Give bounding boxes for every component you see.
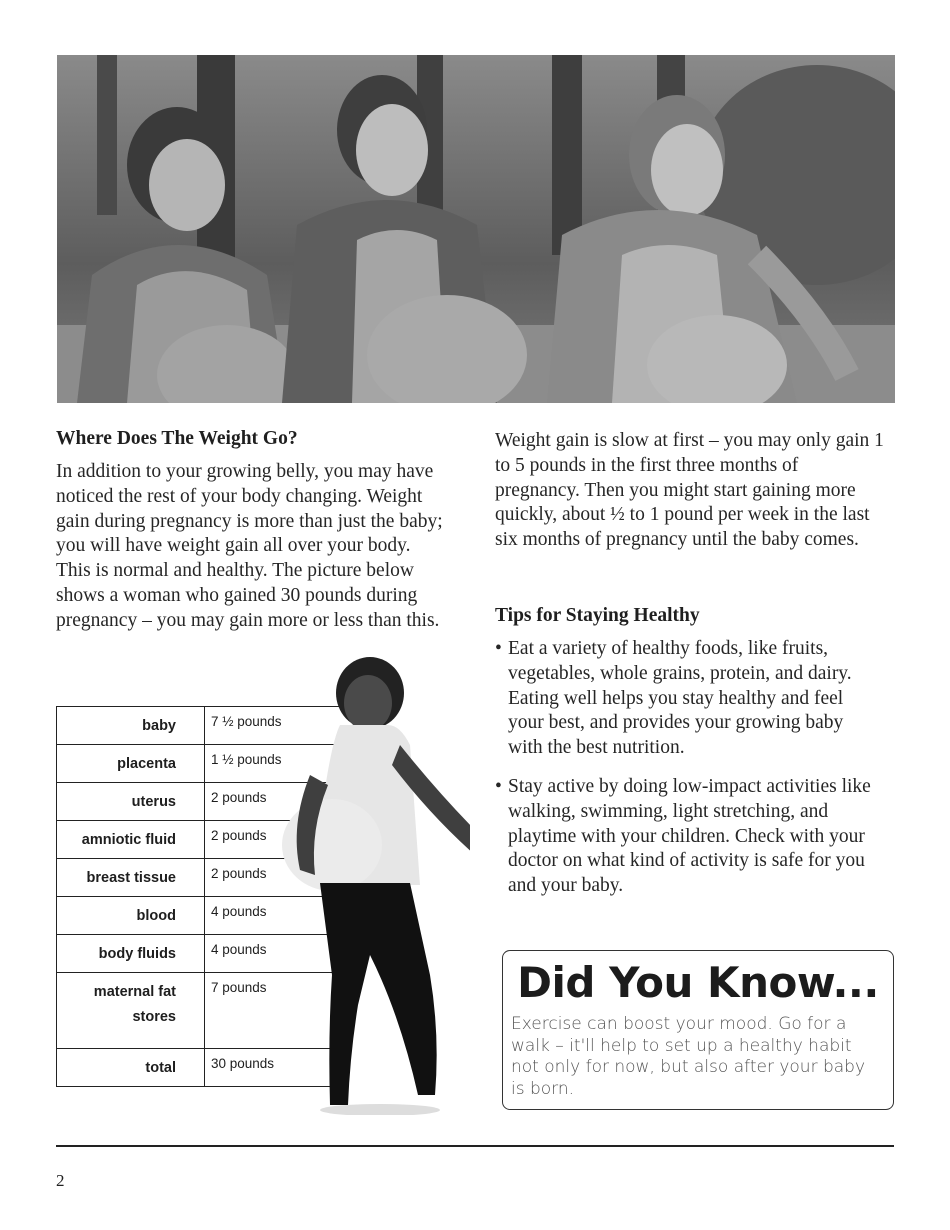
row-value: 2 pounds [205, 821, 347, 859]
row-value: 1 ½ pounds [205, 745, 347, 783]
row-label: breast tissue [57, 859, 205, 897]
row-value: 2 pounds [205, 859, 347, 897]
row-label: placenta [57, 745, 205, 783]
row-label: total [57, 1049, 205, 1087]
footer-divider [56, 1145, 894, 1147]
tip-item [495, 637, 875, 761]
tip-item [495, 775, 875, 899]
section-title-tips: Tips for Staying Healthy [495, 605, 700, 626]
row-label: uterus [57, 783, 205, 821]
weight-paragraph: In addition to your growing belly, you may have noticed the rest of your body changing. Weight gain during pregnancy is more than just the baby; you will have weight gain all over your body. This is normal and healthy. The picture below shows a woman who gained 30 pounds during pregnancy – you may gain more or less than this. [56, 461, 443, 631]
callout-title: Did You Know... [517, 958, 879, 1007]
row-label: amniotic fluid [57, 821, 205, 859]
did-you-know-callout [502, 950, 894, 1110]
section-title-weight: Where Does The Weight Go? [56, 428, 298, 449]
row-value: 7 ½ pounds [205, 707, 347, 745]
weight-gain-paragraph: Weight gain is slow at first – you may only gain 1 to 5 pounds in the first three months of pregnancy. Then you might start gaining more quickly, about ½ to 1 pound per week in the last six months of pregnancy until the baby comes. [495, 430, 884, 551]
row-value: 4 pounds [205, 897, 347, 935]
row-value: 30 pounds [205, 1049, 347, 1087]
row-value: 2 pounds [205, 783, 347, 821]
row-label: baby [57, 707, 205, 745]
callout-body: Exercise can boost your mood. Go for a walk – it'll help to set up a healthy habit not only for now, but also after your baby is born. [511, 1014, 866, 1099]
tip-text: Stay active by doing low-impact activities like walking, swimming, light stretching, and playtime with your children. Check with your doctor on what kind of activity is safe for you and your baby. [508, 775, 871, 897]
bullet: • [495, 775, 502, 797]
row-value: 7 pounds [205, 973, 347, 1049]
page-number: 2 [56, 1171, 65, 1190]
row-label: maternal fat stores [57, 973, 205, 1049]
row-label: blood [57, 897, 205, 935]
row-label: body fluids [57, 935, 205, 973]
tips-list [495, 637, 875, 899]
bullet: • [495, 638, 502, 659]
pregnant-woman-photo [270, 655, 470, 1115]
row-value: 4 pounds [205, 935, 347, 973]
tip-text: Eat a variety of healthy foods, like fruits, vegetables, whole grains, protein, and dairy. Eating well helps you stay healthy and feel your best, and provides your growing baby with the best nutrition. [508, 638, 852, 759]
hero-photo [57, 55, 895, 403]
